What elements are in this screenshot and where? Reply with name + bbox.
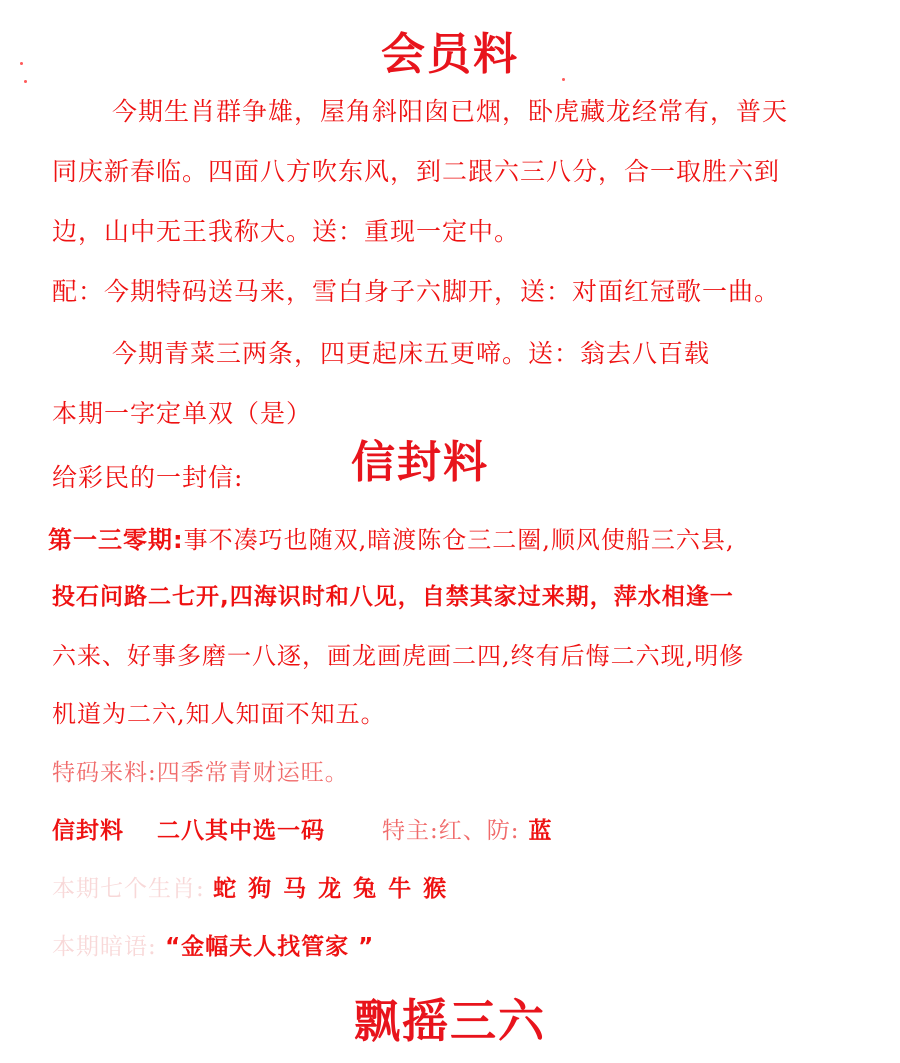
special-code-line: 特码来料:四季常青财运旺。 [52,760,349,786]
huiyuan-line-5: 今期青菜三两条，四更起床五更啼。送：翁去八百载 [112,339,711,368]
letter-line-4: 机道为二六,知人知面不知五。 [52,700,386,728]
letter-line-2: 投石问路二七开,四海识时和八见，自禁其家过来期，萍水相逢一 [52,584,734,610]
zodiac-label: 本期七个生肖: [52,876,205,902]
letter-line-1 [48,520,735,555]
huiyuan-line-4: 配：今期特码送马来，雪白身子六脚开，送：对面红冠歌一曲。 [52,277,781,306]
letter-line-1-text: 事不凑巧也随双,暗渡陈仓三二圈,顺风使船三六县, [183,526,735,554]
xinfeng-label: 信封料 [52,818,124,844]
section-title-xinfeng: 信封料 [351,437,489,488]
xinfeng-pick-row [52,812,553,845]
te-zhu-lan: 蓝 [528,818,553,844]
period-label: 第一三零期: [48,526,184,554]
huiyuan-line-2: 同庆新春临。四面八方吹东风，到二跟六三八分，合一取胜六到 [52,157,781,186]
hint-label: 本期暗语: [52,934,157,960]
te-zhu-label: 特主:红、防: [382,818,520,844]
section-title-huiyuan: 会员料 [381,29,519,80]
section-title-bottom: 飘摇三六 [354,994,546,1048]
hint-row [52,928,374,961]
huiyuan-line-1: 今期生肖群争雄，屋角斜阳囱已烟，卧虎藏龙经常有，普天 [112,97,789,126]
letter-line-3: 六来、好事多磨一八逐，画龙画虎画二四,终有后悔二六现,明修 [52,642,745,670]
xinfeng-value: 二八其中选一码 [157,818,326,844]
danshuang-line: 本期一字定单双（是） [52,399,313,428]
hint-value: “金幅夫人找管家 ” [165,934,375,960]
zodiac-row [52,870,448,903]
huiyuan-line-3: 边，山中无王我称大。送：重现一定中。 [52,217,521,246]
zodiac-values: 蛇 狗 马 龙 兔 牛 猴 [213,876,449,902]
letter-intro: 给彩民的一封信: [52,463,244,492]
